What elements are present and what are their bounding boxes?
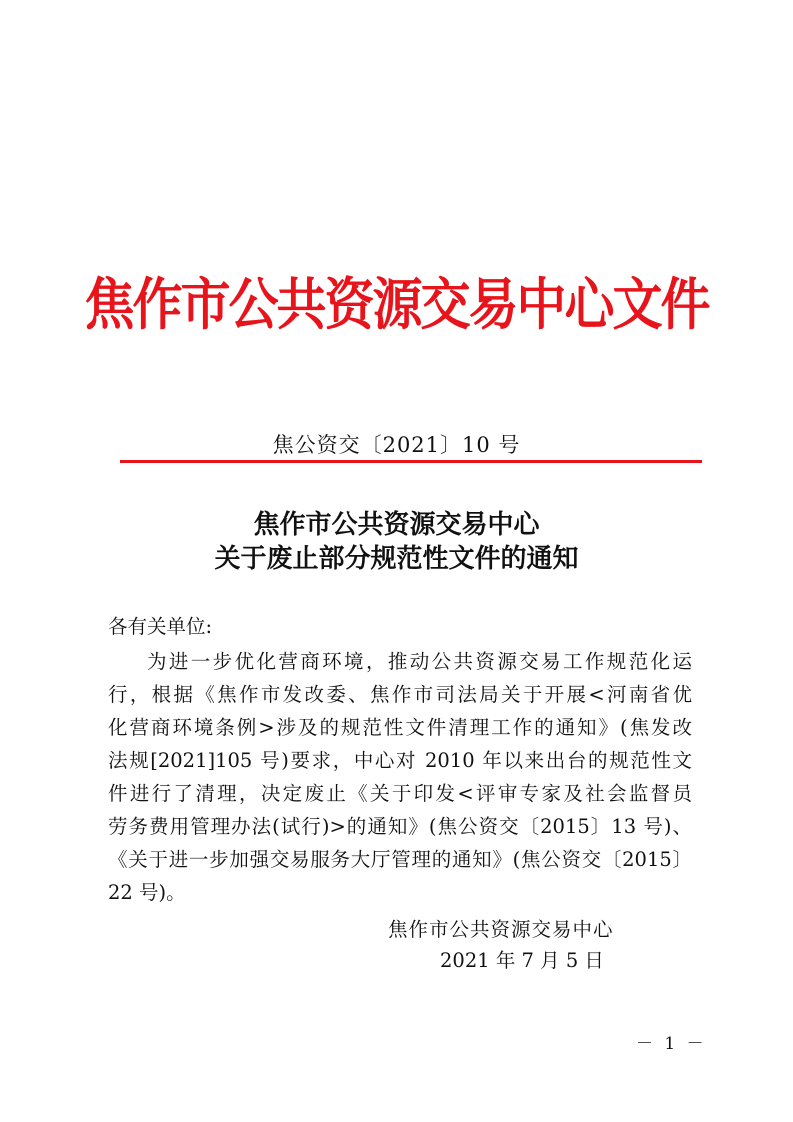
- body-text-line: 劳务费用管理办法(试行)>的通知》(焦公资交〔2015〕13 号)、: [108, 815, 692, 838]
- signature-organization: 焦作市公共资源交易中心: [388, 918, 614, 941]
- document-header-org-name: 焦作市公共资源交易中心文件: [84, 272, 709, 338]
- document-title-line-1: 焦作市公共资源交易中心: [253, 510, 540, 540]
- signature-date: 2021 年 7 月 5 日: [440, 949, 604, 972]
- body-text-line: 《关于进一步加强交易服务大厅管理的通知》(焦公资交〔2015〕: [108, 848, 692, 871]
- body-text-line: 行，根据《焦作市发改委、焦作市司法局关于开展<河南省优: [108, 683, 692, 706]
- body-text-line: 件进行了清理，决定废止《关于印发<评审专家及社会监督员: [108, 782, 692, 805]
- body-text-line: 法规[2021]105 号)要求，中心对 2010 年以来出台的规范性文: [108, 749, 692, 772]
- document-title-line-2: 关于废止部分规范性文件的通知: [214, 544, 579, 574]
- body-text-line: 化营商环境条例>涉及的规范性文件清理工作的通知》(焦发改: [108, 716, 692, 739]
- document-number: 焦公资交〔2021〕10 号: [272, 433, 521, 457]
- red-divider-line: [120, 460, 702, 463]
- body-text-line: 22 号)。: [108, 881, 186, 904]
- page-number: － 1 －: [636, 1034, 707, 1054]
- salutation: 各有关单位:: [108, 615, 213, 638]
- body-text-line: 为进一步优化营商环境，推动公共资源交易工作规范化运: [147, 650, 692, 673]
